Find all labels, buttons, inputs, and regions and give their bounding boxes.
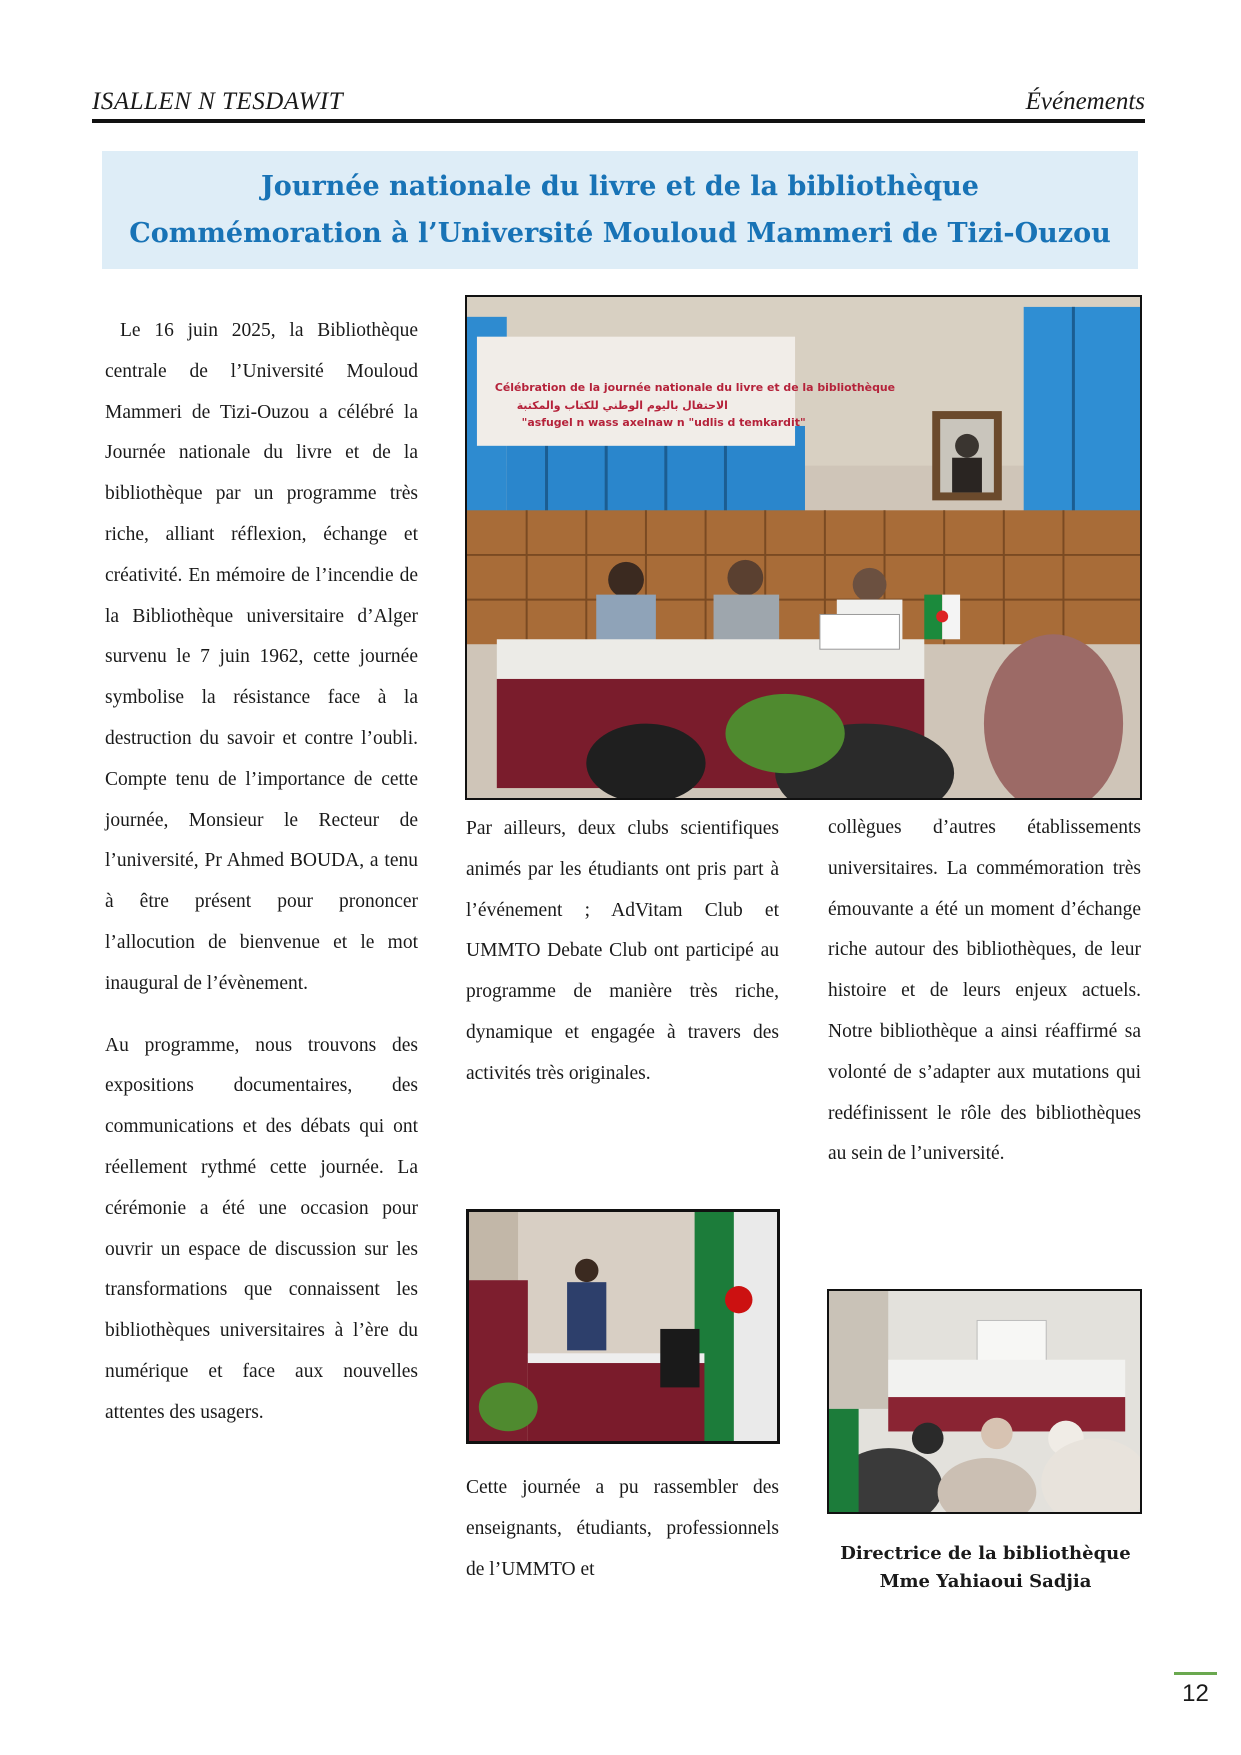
speaker-photo	[466, 1209, 780, 1444]
paragraph-gathering: Cette journée a pu rassembler des enseignants, étudiants, professionnels de l’UMMTO et	[466, 1477, 779, 1580]
page-number-rule	[1174, 1672, 1217, 1675]
banner-line-3: "asfugel n wass axelnaw n "udlis d temkardit"	[521, 415, 806, 429]
photo-caption	[828, 1540, 1143, 1596]
article-column-3	[828, 808, 1141, 1175]
caption-line-2: Mme Yahiaoui Sadjia	[879, 1571, 1092, 1592]
paragraph-clubs: Par ailleurs, deux clubs scientifiques animés par les étudiants ont pris part à l’événement ; AdVitam Club et UMMTO Debate Club ont participé au programme de manière très riche, dynamique et engagée à travers des activités très originales.	[466, 818, 779, 1084]
audience-photo	[827, 1289, 1142, 1514]
banner-line-2: الاحتفال باليوم الوطني للكتاب والمكتبة	[516, 399, 728, 413]
conference-photo	[465, 295, 1142, 800]
page-number: 12	[1182, 1680, 1209, 1707]
article-column-1	[105, 311, 418, 1434]
article-column-2-top	[466, 809, 779, 1095]
title-line-2: Commémoration à l’Université Mouloud Mammeri de Tizi-Ouzou	[129, 218, 1111, 249]
section-name: Événements	[1025, 88, 1145, 115]
title-line-1: Journée nationale du livre et de la bibliothèque	[261, 171, 979, 202]
paragraph-intro: Le 16 juin 2025, la Bibliothèque centrale de l’Université Mouloud Mammeri de Tizi-Ouzou a célébré la Journée nationale du livre et de la bibliothèque par un programme très riche, alliant réflexion, échange et créativité. En mémoire de l’incendie de la Bibliothèque universitaire d’Alger survenu le 7 juin 1962, cette journée symbolise la résistance face à la destruction du savoir et contre l’oubli. Compte tenu de l’importance de cette journée, Monsieur le Recteur de l’université, Pr Ahmed BOUDA, a tenu à être présent pour prononcer l’allocution de bienvenue et le mot inaugural de l’évènement.	[105, 320, 418, 994]
banner-line-1: Célébration de la journée nationale du livre et de la bibliothèque	[494, 381, 896, 395]
title-band	[102, 151, 1138, 269]
publication-name: ISALLEN N TESDAWIT	[92, 88, 344, 115]
caption-line-1: Directrice de la bibliothèque	[840, 1543, 1131, 1564]
paragraph-commemoration: collègues d’autres établissements universitaires. La commémoration très émouvante a été un moment d’échange riche autour des bibliothèques, de leur histoire et de leurs enjeux actuels. Notre bibliothèque a ainsi réaffirmé sa volonté de s’adapter aux mutations qui redéfinissent le rôle des bibliothèques au sein de l’université.	[828, 817, 1141, 1165]
article-column-2-bottom	[466, 1468, 779, 1590]
paragraph-programme: Au programme, nous trouvons des expositions documentaires, des communications et des débats qui ont réellement rythmé cette journée. La cérémonie a été une occasion pour ouvrir un espace de discussion sur les transformations que connaissent les bibliothèques universitaires à l’ère du numérique et face aux nouvelles attentes des usagers.	[105, 1034, 418, 1423]
header-rule	[92, 119, 1145, 123]
